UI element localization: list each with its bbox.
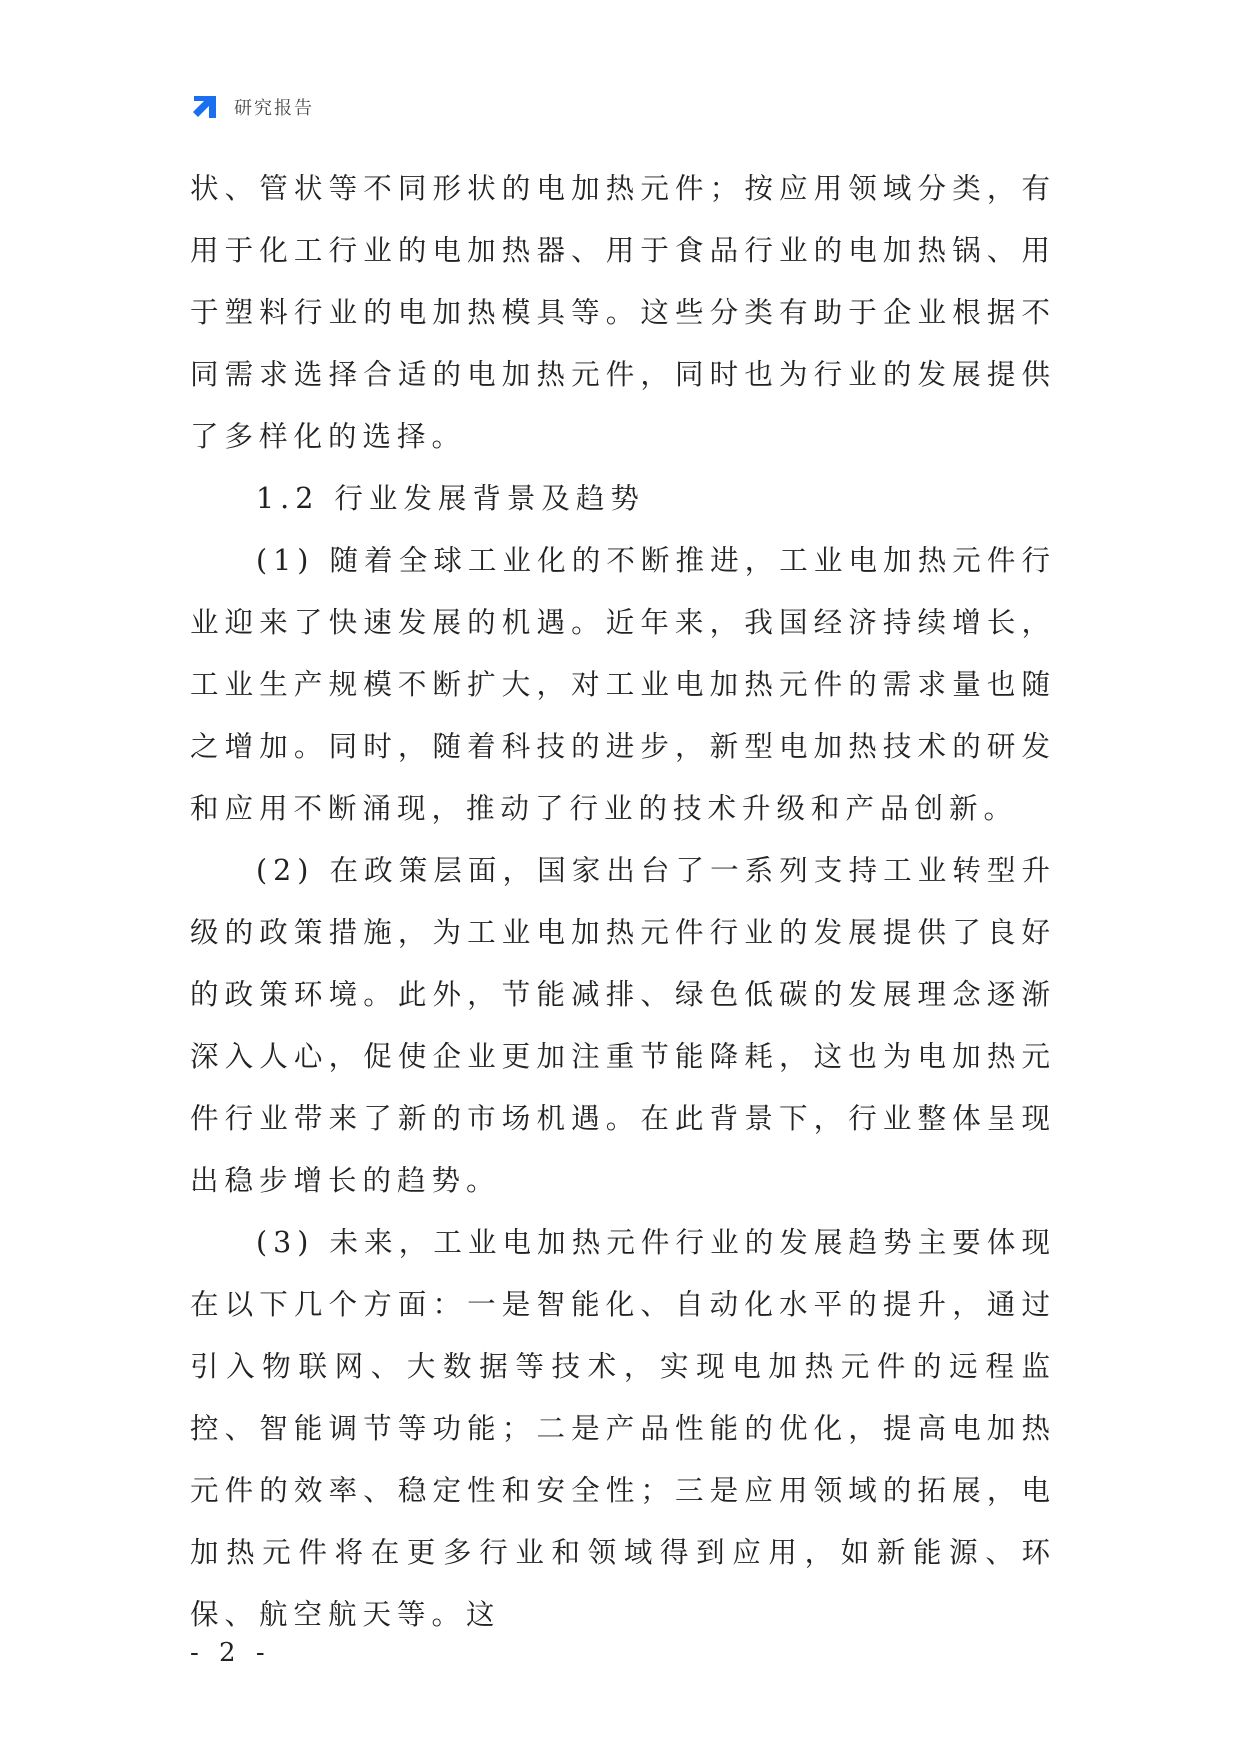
section-heading: 1.2 行业发展背景及趋势 (256, 482, 645, 515)
paragraph-continued: 状、管状等不同形状的电加热元件；按应用领域分类，有用于化工行业的电加热器、用于食品行业的电加热锅、用于塑料行业的电加热模具等。这些分类有助于企业根据不同需求选择合适的电加热元件，同时也为行业的发展提供了多样化的选择。 (190, 172, 1056, 453)
page-number: - 2 - (190, 1638, 271, 1668)
arrow-up-right-icon (190, 92, 220, 122)
paragraph: (1) 随着全球工业化的不断推进，工业电加热元件行业迎来了快速发展的机遇。近年来，我国经济持续增长，工业生产规模不断扩大，对工业电加热元件的需求量也随之增加。同时，随着科技的进步，新型电加热技术的研发和应用不断涌现，推动了行业的技术升级和产品创新。 (190, 544, 1056, 825)
page-header (190, 92, 314, 122)
document-body (190, 158, 1056, 1646)
paragraph: (3) 未来，工业电加热元件行业的发展趋势主要体现在以下几个方面：一是智能化、自动化水平的提升，通过引入物联网、大数据等技术，实现电加热元件的远程监控、智能调节等功能；二是产品性能的优化，提高电加热元件的效率、稳定性和安全性；三是应用领域的拓展，电加热元件将在更多行业和领域得到应用，如新能源、环保、航空航天等。这 (190, 1226, 1056, 1631)
paragraph: (2) 在政策层面，国家出台了一系列支持工业转型升级的政策措施，为工业电加热元件行业的发展提供了良好的政策环境。此外，节能减排、绿色低碳的发展理念逐渐深入人心，促使企业更加注重节能降耗，这也为电加热元件行业带来了新的市场机遇。在此背景下，行业整体呈现出稳步增长的趋势。 (190, 854, 1056, 1197)
header-title: 研究报告 (234, 98, 314, 119)
